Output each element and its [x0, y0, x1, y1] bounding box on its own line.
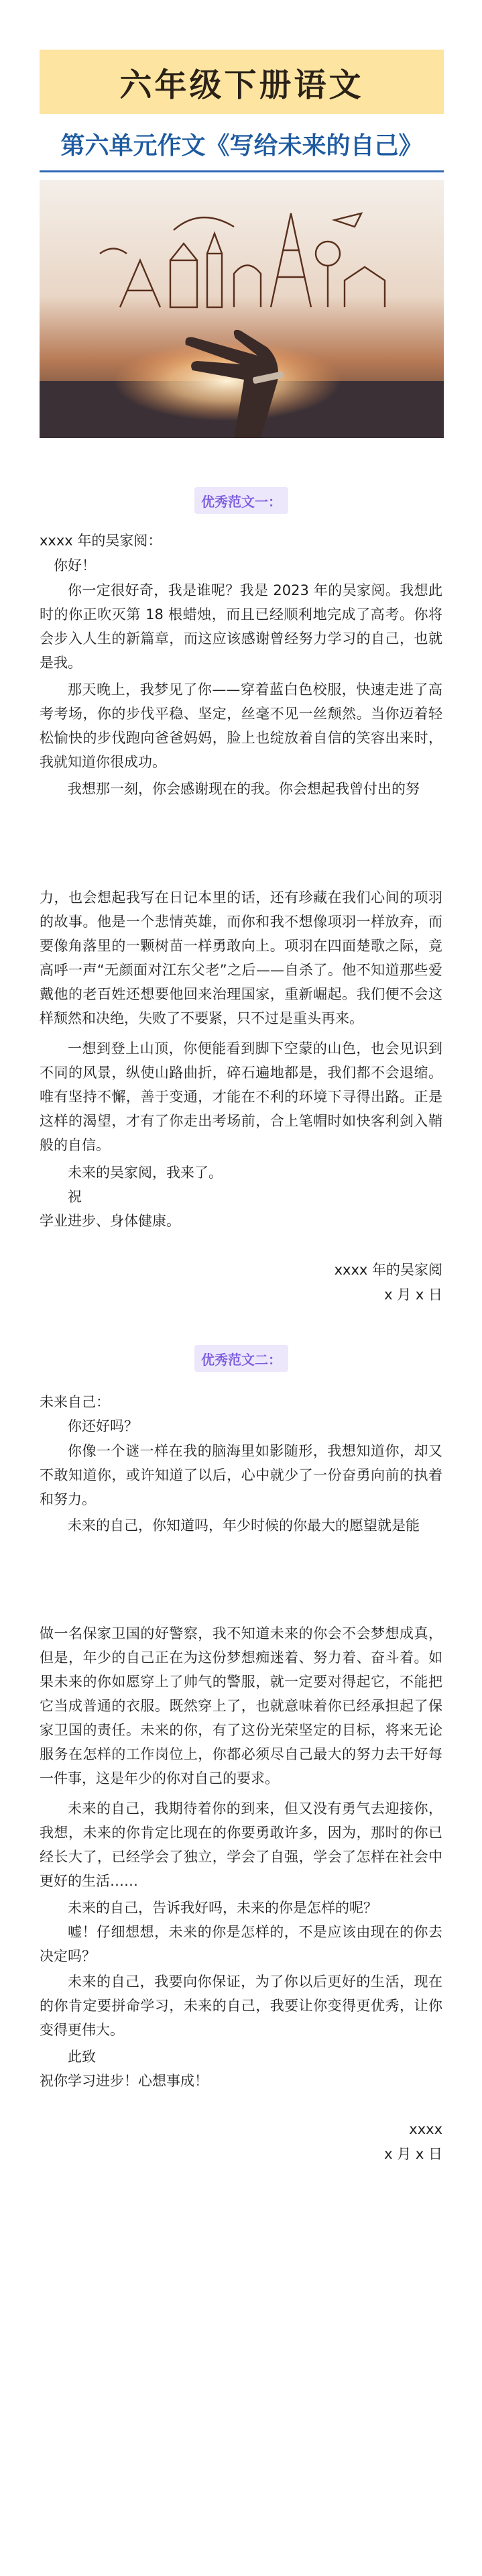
essay-2-signature: xxxx — [409, 2121, 442, 2137]
essay-2-paragraph-4: 未来的自己，告诉我好吗，未来的你是怎样的呢？ — [68, 1900, 377, 1916]
page-subtitle: 第六单元作文《写给未来的自己》 — [40, 117, 444, 172]
essay-2-paragraph-1: 你像一个谜一样在我的脑海里如影随形，我想知道你，却又不敢知道你，或许知道了以后，心中就少了一份奋勇向前的执着和努力。 — [40, 1443, 442, 1507]
hero-image — [40, 180, 444, 438]
essay-1-paragraph-5: 未来的吴家阅，我来了。 — [68, 1165, 223, 1181]
page-title: 六年级下册语文 — [119, 66, 364, 104]
essay-2-closing-2: 祝你学习进步！心想事成！ — [40, 2073, 208, 2089]
essay-1-label: 优秀范文一： — [194, 487, 288, 514]
essay-2-paragraph-5: 嘘！仔细想想，未来的你是怎样的，不是应该由现在的你去决定吗？ — [40, 1924, 442, 1964]
title-banner — [40, 50, 444, 114]
essay-1-salutation: xxxx 年的吴家阅： — [40, 533, 162, 549]
essay-1-paragraph-3-start: 我想那一刻，你会感谢现在的我。你会想起我曾付出的努 — [68, 781, 420, 797]
essay-1-paragraph-4: 一想到登上山顶，你便能看到脚下空蒙的山色，也会见识到不同的风景，纵使山路曲折，碎石遍地都是，我们都不会退缩。唯有坚持不懈，善于变通，才能在不利的环境下寻得出路。正是这样的渴望，才有了你走出考场前，合上笔帽时如快客利剑入鞘般的自信。 — [40, 1040, 442, 1153]
essay-1-closing-2: 学业进步、身体健康。 — [40, 1213, 180, 1229]
essay-1-signature: xxxx 年的吴家阅 — [334, 1262, 442, 1278]
essay-2-paragraph-6: 未来的自己，我要向你保证，为了你以后更好的生活，现在的你肯定要拼命学习，未来的自己，我要让你变得更优秀，让你变得更伟大。 — [40, 1974, 442, 2038]
essay-2-greeting: 你还好吗？ — [68, 1418, 138, 1434]
essay-2-label: 优秀范文二： — [194, 1345, 288, 1372]
essay-1-paragraph-3-continued: 力，也会想起我写在日记本里的话，还有珍藏在我们心间的项羽的故事。他是一个悲情英雄，而你和我不想像项羽一样放弃，而要像角落里的一颗树苗一样勇敢向上。项羽在四面楚歌之际，竟高呼一声“无颜面对江东父老”之后——自杀了。他不知道那些爱戴他的老百姓还想要他回来治理国家，重新崛起。我们便不会这样颓然和决绝，失败了不要紧，只不过是重头再来。 — [40, 890, 442, 1026]
essay-2-date: x 月 x 日 — [384, 2146, 442, 2162]
essay-1-closing-1: 祝 — [68, 1189, 82, 1205]
essay-1-greeting: 你好！ — [54, 557, 96, 574]
hand-landmarks-sunset-illustration-icon — [40, 180, 444, 438]
essay-1-paragraph-2: 那天晚上，我梦见了你——穿着蓝白色校服，快速走进了高考考场，你的步伐平稳、坚定，丝毫不见一丝颓然。当你迈着轻松愉快的步伐跑向爸爸妈妈，脸上也绽放着自信的笑容出来时，我就知道你很成功。 — [40, 682, 442, 770]
essay-2-paragraph-3: 未来的自己，我期待着你的到来，但又没有勇气去迎接你，我想，未来的你肯定比现在的你要勇敢许多，因为，那时的你已经长大了，已经学会了独立，学会了自强，学会了怎样在社会中更好的生活…… — [40, 1801, 442, 1889]
essay-1-paragraph-1: 你一定很好奇，我是谁呢？我是 2023 年的吴家阅。我想此时的你正吹灭第 18 根蜡烛，而且已经顺利地完成了高考。你将会步入人生的新篇章，而这应该感谢曾经努力学习的自己，也就是我。 — [40, 582, 442, 671]
essay-2-salutation: 未来自己： — [40, 1394, 110, 1410]
essay-2-paragraph-2-start: 未来的自己，你知道吗，年少时候的你最大的愿望就是能 — [68, 1517, 420, 1534]
essay-2-paragraph-2-continued: 做一名保家卫国的好警察，我不知道未来的你会不会梦想成真，但是，年少的自己正在为这份梦想痴迷着、努力着、奋斗着。如果未来的你如愿穿上了帅气的警服，就一定要对得起它，不能把它当成普通的衣服。既然穿上了，也就意味着你已经承担起了保家卫国的责任。未来的你，有了这份光荣坚定的目标，将来无论服务在怎样的工作岗位上，你都必须尽自己最大的努力去干好每一件事，这是年少的你对自己的要求。 — [40, 1625, 442, 1786]
essay-1-date: x 月 x 日 — [384, 1287, 442, 1303]
essay-2-closing-1: 此致 — [68, 2049, 96, 2065]
